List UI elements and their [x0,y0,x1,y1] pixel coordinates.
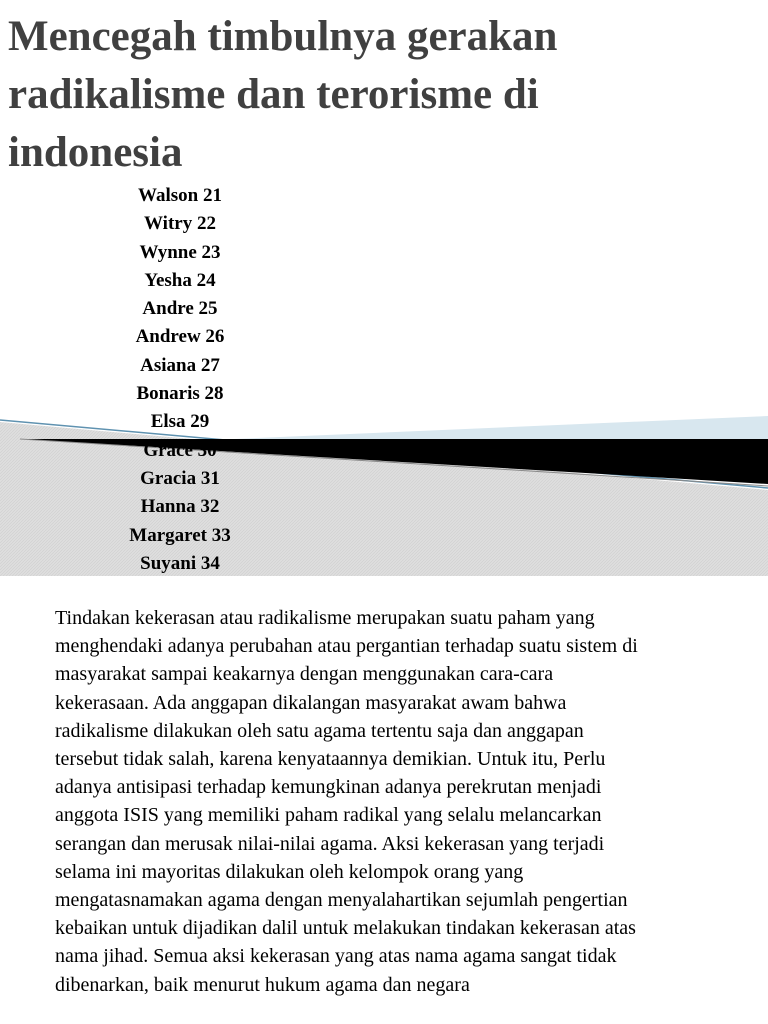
member-name: Gracia 31 [140,467,220,489]
paragraph-line: masyarakat sampai keakarnya dengan menggunakan cara-cara [55,663,554,686]
paragraph-line: nama jihad. Semua aksi kekerasan yang atas nama agama sangat tidak [55,945,617,968]
member-name: Andrew 26 [135,326,225,348]
title-line: Mencegah timbulnya gerakan [8,13,558,60]
member-name: Bonaris 28 [136,383,224,405]
member-name: Andre 25 [142,298,218,320]
paragraph-line: serangan dan merusak nilai-nilai agama. Aksi kekerasan yang terjadi [55,832,605,855]
paragraph-line: kekerasaan. Ada anggapan dikalangan masyarakat awam bahwa [55,691,567,714]
title-line: indonesia [8,129,183,176]
slide-title [8,8,748,182]
paragraph-line: tersebut tidak salah, karena kenyataannya demikian. Untuk itu, Perlu [55,748,606,771]
paragraph-line: radikalisme dilakukan oleh satu agama tertentu saja dan anggapan [55,719,584,742]
paragraph-line: dibenarkan, baik menurut hukum agama dan negara [55,973,470,996]
paragraph-line: anggota ISIS yang memiliki paham radikal yang selalu melancarkan [55,804,602,827]
member-name: Elsa 29 [150,411,210,433]
member-name: Grace 30 [143,439,217,461]
member-name: Witry 22 [144,213,216,235]
light-blue-wedge [210,416,768,440]
member-name: Walson 21 [138,185,222,206]
member-name: Asiana 27 [140,354,220,376]
paragraph-line: menghendaki adanya perubahan atau pergantian terhadap suatu sistem di [55,635,638,658]
paragraph-line: adanya antisipasi terhadap kemungkinan adanya perekrutan menjadi [55,776,602,799]
member-list [80,182,280,576]
member-name: Suyani 34 [140,552,220,574]
paragraph-line: kebaikan untuk dijadikan dalil untuk melakukan tindakan kekerasan atas [55,917,636,940]
member-name: Margaret 33 [129,524,231,546]
body-paragraph [55,604,755,999]
paragraph-line: selama ini mayoritas dilakukan oleh kelompok orang yang [55,860,524,883]
member-name: Yesha 24 [144,269,216,291]
member-name: Wynne 23 [139,241,221,263]
paragraph-line: Tindakan kekerasan atau radikalisme merupakan suatu paham yang [55,607,595,629]
member-name: Hanna 32 [140,496,220,518]
title-line: radikalisme dan terorisme di [8,71,539,118]
paragraph-line: mengatasnamakan agama dengan menyalahartikan sejumlah pengertian [55,889,628,912]
